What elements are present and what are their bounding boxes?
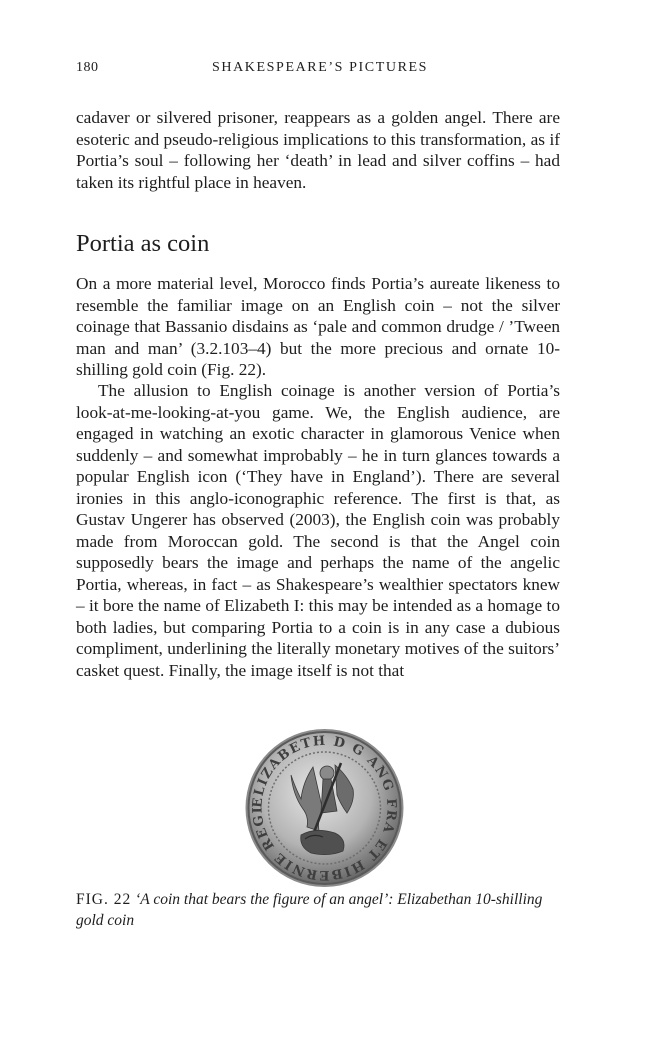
page-number: 180 [76, 60, 99, 75]
coin-figure [243, 727, 406, 889]
body-paragraph-1: cadaver or silvered prisoner, reappears as a golden angel. There are esoteric and pseudo-religious implications to this transformation, as if Portia’s soul – following her ‘death’ in lead and silver coffins – had taken its rightful place in heaven. [76, 108, 560, 192]
running-head [76, 60, 560, 80]
running-title: SHAKESPEARE’S PICTURES [212, 60, 429, 75]
body-paragraph-2: On a more material level, Morocco finds Portia’s aureate likeness to resemble the familiar image on an English coin – not the silver coinage that Bassanio disdains as ‘pale and common drudge / ’Tween man and man’ (3.2.103–4) but the more precious and ornate 10-shilling gold coin (Fig. 22). [76, 274, 560, 379]
angel-coin-image [243, 727, 406, 889]
body-paragraph-3: The allusion to English coinage is another version of Portia’s look-at-me-looking-at-you game. We, the English audience, are engaged in watching an exotic character in glamorous Venice when suddenly – and somewhat improbably – he in turn glances towards a popular English icon (‘They have in England’). There are several ironies in this anglo-iconographic reference. The first is that, as Gustav Ungerer has observed (2003), the English coin was probably made from Moroccan gold. The second is that the Angel coin supposedly bears the image and perhaps the name of the angelic Portia, whereas, in fact – as Shakespeare’s wealthier spectators knew – it bore the name of Elizabeth I: this may be intended as a homage to both ladies, but comparing Portia to a coin is in any case a dubious compliment, underlining the literally monetary motives of the suitors’ casket quest. Finally, the image itself is not that [76, 381, 560, 680]
figure-caption [76, 889, 560, 931]
figure-label: FIG. 22 [76, 891, 132, 908]
coin-inscription: ELIZABETH D G ANG FRA ET HIBERNIE REGI [250, 733, 399, 883]
section-heading: Portia as coin [76, 230, 210, 257]
figure-caption-text: ‘A coin that bears the figure of an angel’: Elizabethan 10-shilling gold coin [76, 891, 543, 929]
